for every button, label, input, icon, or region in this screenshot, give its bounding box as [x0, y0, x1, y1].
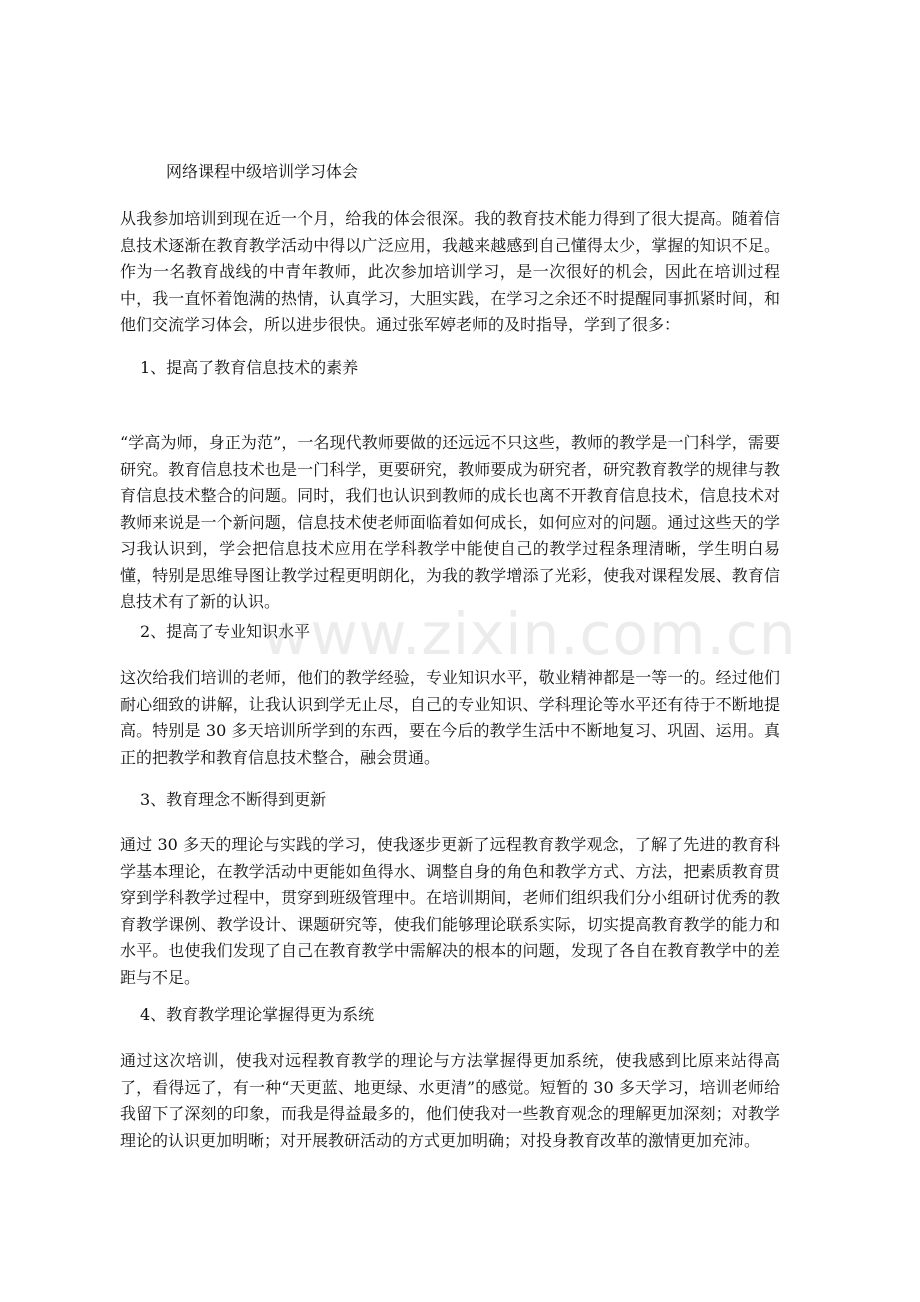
section-4-paragraph: 通过这次培训，使我对远程教育教学的理论与方法掌握得更加系统，使我感到比原来站得高了，看得远了，有一种“天更蓝、地更绿、水更清”的感觉。短暂的 30 多天学习，培训老师给我留下了深刻的印象，而我是得益最多的，他们使我对一些教育观念的理解更加深刻；对教学理论的认识更加明晰；对开展教研活动的方式更加明确；对投身教育改革的激情更加充沛。 [120, 1051, 780, 1150]
watermark: www.zixin.com.cn [262, 600, 797, 668]
section-4-heading: 4、教育教学理论掌握得更为系统 [140, 1005, 375, 1024]
intro-paragraph: 从我参加培训到现在近一个月，给我的体会很深。我的教育技术能力得到了很大提高。随着信息技术逐渐在教育教学活动中得以广泛应用，我越来越感到自己懂得太少，掌握的知识不足。作为一名教育战线的中青年教师，此次参加培训学习，是一次很好的机会，因此在培训过程中，我一直怀着饱满的热情，认真学习，大胆实践，在学习之余还不时提醒同事抓紧时间，和他们交流学习体会，所以进步很快。通过张军婷老师的及时指导，学到了很多： [120, 209, 780, 334]
section-2-heading: 2、提高了专业知识水平 [140, 622, 311, 641]
document-title: 网络课程中级培训学习体会 [166, 162, 359, 181]
section-3-paragraph: 通过 30 多天的理论与实践的学习，使我逐步更新了远程教育教学观念，了解了先进的教育科学基本理论，在教学活动中更能如鱼得水、调整自身的角色和教学方式、方法，把素质教育贯穿到学科教学过程中，贯穿到班级管理中。在培训期间，老师们组织我们分小组研讨优秀的教育教学课例、教学设计、课题研究等，使我们能够理论联系实际，切实提高教育教学的能力和水平。也使我们发现了自己在教育教学中需解决的根本的问题，发现了各自在教育教学中的差距与不足。 [120, 835, 780, 987]
section-1-heading: 1、提高了教育信息技术的素养 [140, 358, 359, 377]
section-3-heading: 3、教育理念不断得到更新 [140, 790, 327, 809]
section-1-paragraph: “学高为师，身正为范”，一名现代教师要做的还远远不只这些，教师的教学是一门科学，需要研究。教育信息技术也是一门科学，更要研究，教师要成为研究者，研究教育教学的规律与教育信息技术整合的问题。同时，我们也认识到教师的成长也离不开教育信息技术，信息技术对教师来说是一个新问题，信息技术使老师面临着如何成长，如何应对的问题。通过这些天的学习我认识到，学会把信息技术应用在学科教学中能使自己的教学过程条理清晰，学生明白易懂，特别是思维导图让教学过程更明朗化，为我的教学增添了光彩，使我对课程发展、教育信息技术有了新的认识。 [120, 433, 780, 611]
section-2-paragraph: 这次给我们培训的老师，他们的教学经验，专业知识水平，敬业精神都是一等一的。经过他们耐心细致的讲解，让我认识到学无止尽，自己的专业知识、学科理论等水平还有待于不断地提高。特别是 30 多天培训所学到的东西，要在今后的教学生活中不断地复习、巩固、运用。真正的把教学和教育信息技术整合，融会贯通。 [120, 668, 780, 767]
